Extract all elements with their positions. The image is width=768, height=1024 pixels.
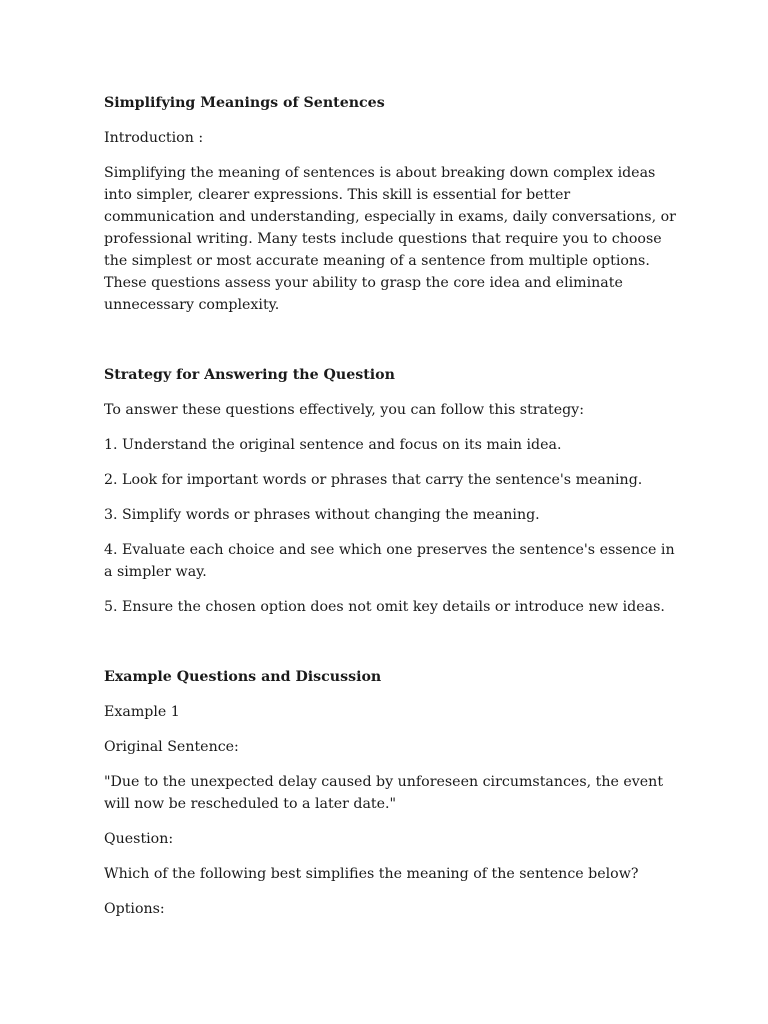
original-sentence-label: Original Sentence:	[104, 739, 239, 755]
strategy-heading: Strategy for Answering the Question	[104, 367, 395, 383]
strategy-step-3: 3. Simplify words or phrases without changing the meaning.	[104, 507, 540, 523]
question-text: Which of the following best simplifies the meaning of the sentence below?	[104, 866, 639, 882]
example-label: Example 1	[104, 704, 180, 720]
examples-heading: Example Questions and Discussion	[104, 669, 382, 685]
intro-paragraph: Simplifying the meaning of sentences is about breaking down complex ideas into simpler, clearer expressions. This skill is essential for better communication and understanding, especially in exams, daily conversations, or professional writing. Many tests include questions that require you to choose the simplest or most accurate meaning of a sentence from multiple options. These questions assess your ability to grasp the core idea and eliminate unnecessary complexity.	[104, 165, 676, 313]
original-sentence: "Due to the unexpected delay caused by unforeseen circumstances, the event will now be rescheduled to a later date."	[104, 774, 664, 812]
strategy-step-2: 2. Look for important words or phrases that carry the sentence's meaning.	[104, 472, 643, 488]
strategy-step-4: 4. Evaluate each choice and see which one preserves the sentence's essence in a simpler way.	[104, 542, 675, 580]
document-title: Simplifying Meanings of Sentences	[104, 95, 385, 111]
question-label: Question:	[104, 831, 174, 847]
options-label: Options:	[104, 901, 165, 917]
strategy-lead: To answer these questions effectively, you can follow this strategy:	[104, 402, 584, 418]
strategy-step-5: 5. Ensure the chosen option does not omit key details or introduce new ideas.	[104, 599, 665, 615]
section-spacer	[104, 329, 679, 364]
document-page	[104, 92, 679, 933]
section-spacer	[104, 631, 679, 666]
intro-label: Introduction :	[104, 130, 204, 146]
strategy-step-1: 1. Understand the original sentence and focus on its main idea.	[104, 437, 562, 453]
